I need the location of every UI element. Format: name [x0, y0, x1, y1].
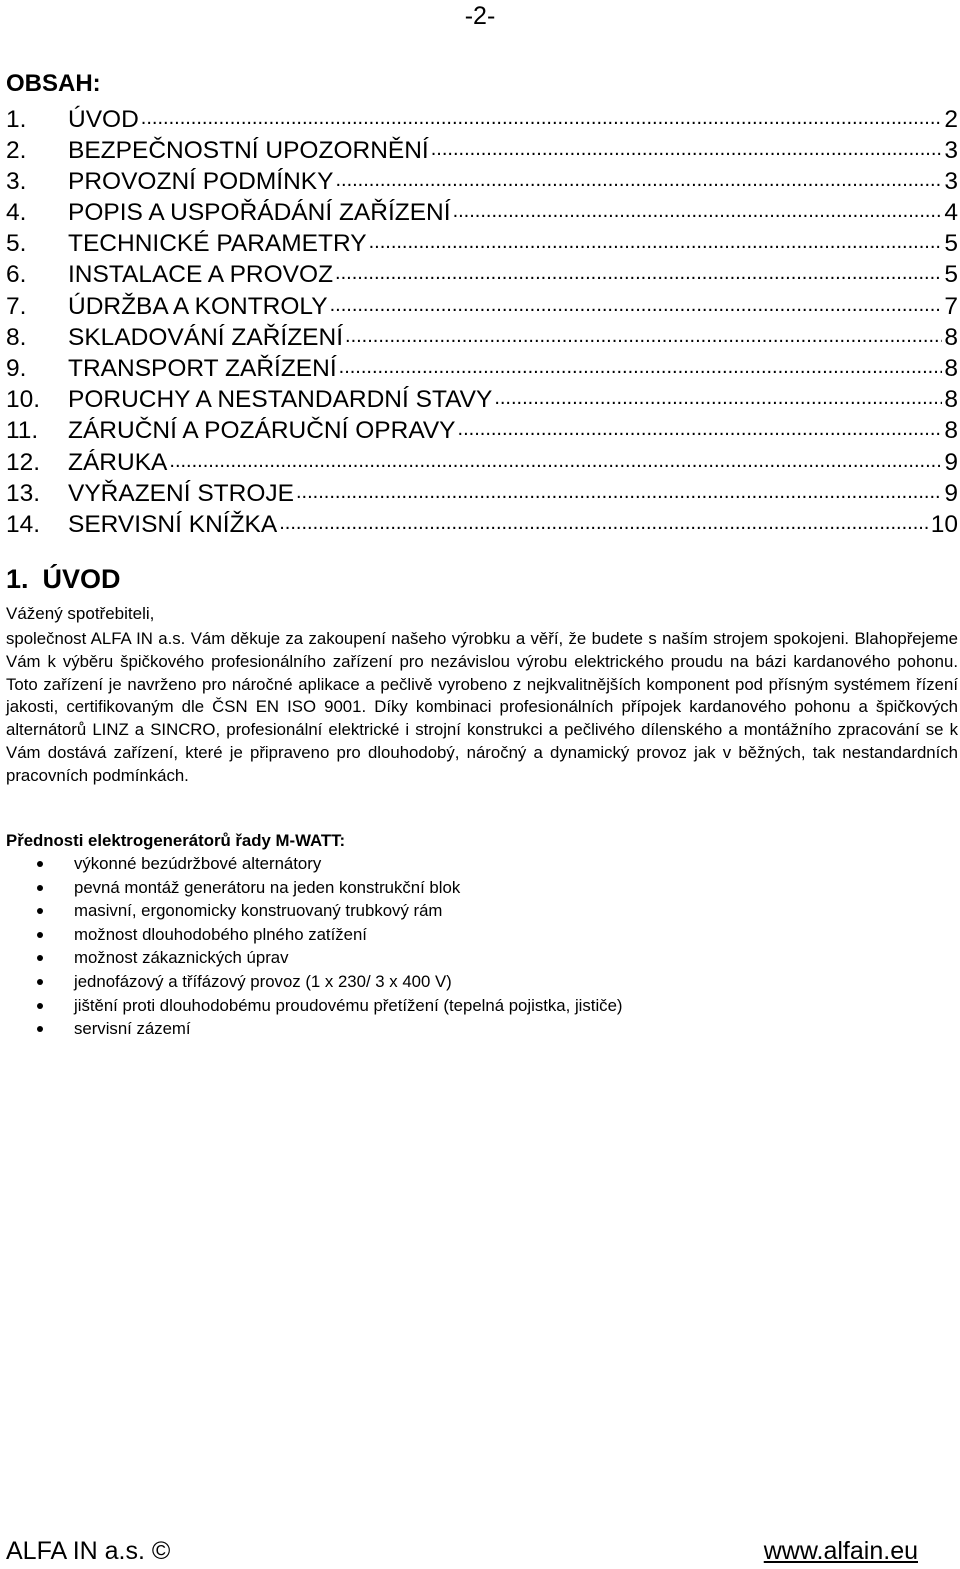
salutation: Vážený spotřebiteli,	[6, 604, 155, 623]
toc-dot-leader	[339, 352, 943, 377]
toc-entry[interactable]	[6, 102, 958, 133]
bullet-icon	[37, 979, 43, 985]
toc-entry-number: 13.	[6, 479, 41, 507]
toc-entry-title: PROVOZNÍ PODMÍNKY	[68, 167, 334, 195]
toc-dot-leader	[345, 320, 942, 345]
list-item	[0, 899, 940, 923]
footer-company: ALFA IN a.s. ©	[6, 1537, 171, 1565]
bullet-icon	[37, 861, 43, 867]
list-item-text: jednofázový a třífázový provoz (1 x 230/ 3 x 400 V)	[74, 971, 452, 991]
toc-entry-page: 4	[944, 199, 958, 227]
toc-dot-leader	[279, 507, 929, 532]
toc-entry-page: 8	[944, 417, 958, 445]
toc-entry-page: 8	[944, 355, 958, 382]
toc-dot-leader	[369, 227, 943, 252]
toc-entry-number: 9.	[6, 355, 27, 382]
list-item-text: jištění proti dlouhodobému proudovému přetížení (tepelná pojistka, jističe)	[74, 995, 623, 1015]
section-number: 1.	[6, 564, 29, 594]
list-item-text: možnost dlouhodobého plného zatížení	[74, 924, 367, 944]
bullet-icon	[37, 1003, 43, 1009]
toc-dot-leader	[330, 289, 943, 314]
toc-entry-title: TECHNICKÉ PARAMETRY	[68, 230, 367, 258]
bullet-icon	[37, 932, 43, 938]
toc-entry[interactable]	[6, 476, 958, 507]
toc-entry-title: SERVISNÍ KNÍŽKA	[68, 510, 278, 538]
toc-dot-leader	[431, 133, 943, 158]
toc-entry-number: 7.	[6, 292, 27, 320]
list-item-text: výkonné bezúdržbové alternátory	[74, 854, 322, 873]
list-item	[0, 994, 940, 1018]
toc-entry-title: TRANSPORT ZAŘÍZENÍ	[68, 355, 337, 382]
list-item	[0, 946, 940, 970]
toc-entry-title: SKLADOVÁNÍ ZAŘÍZENÍ	[68, 323, 344, 351]
toc-entry-title: PORUCHY A NESTANDARDNÍ STAVY	[68, 386, 493, 414]
list-item-text: masivní, ergonomicky konstruovaný trubkový rám	[74, 901, 443, 921]
toc-entry-page: 7	[944, 292, 958, 320]
intro-paragraph: společnost ALFA IN a.s. Vám děkuje za zakoupení našeho výrobku a věří, že budete s naším strojem spokojeni. Blahopřejeme Vám k výběru špičkového profesionálního zařízení pro nezávislou výrobu elektrického proudu na bázi kardanového pohonu. Toto zařízení je navrženo pro náročné aplikace a pečlivě vyrobeno z nejkvalitnějších komponent pod přísným systémem řízení jakosti, certifikovaným dle ČSN EN ISO 9001. Díky kombinaci profesionálních přípojek kardanového pohonu a špičkových alternátorů LINZ a SINCRO, profesionální elektrické i strojní konstrukci a pečlivého dílenského a montážního zpracování se k Vám dostává zařízení, které je připraveno pro dlouhodobý, náročný a dynamický provoz jak v běžných, tak nestandardních pracovních podmínkách.	[6, 629, 958, 785]
toc-entry-title: INSTALACE A PROVOZ	[68, 261, 334, 289]
toc-entry-page: 9	[944, 448, 958, 476]
toc-entry[interactable]	[6, 352, 958, 383]
list-item	[0, 1017, 940, 1041]
toc-entry[interactable]	[6, 445, 958, 476]
toc-dot-leader	[141, 102, 943, 127]
toc-dot-leader	[335, 258, 942, 283]
toc-entry-page: 3	[944, 167, 958, 195]
toc-entry-number: 1.	[6, 105, 27, 133]
toc-dot-leader	[169, 445, 942, 470]
toc-entry-number: 12.	[6, 448, 41, 476]
toc-dot-leader	[453, 196, 943, 221]
toc-entry-number: 4.	[6, 199, 27, 227]
toc-entry-page: 3	[944, 136, 958, 164]
toc-entry-title: POPIS A USPOŘÁDÁNÍ ZAŘÍZENÍ	[68, 199, 451, 227]
list-item-text: pevná montáž generátoru na jeden konstrukční blok	[74, 877, 461, 897]
bullet-icon	[37, 908, 43, 914]
toc-entry-number: 10.	[6, 386, 41, 414]
toc-entry[interactable]	[6, 196, 958, 227]
toc-entry-page: 10	[930, 510, 958, 538]
advantages-list	[0, 852, 940, 1041]
list-item	[0, 923, 940, 947]
toc-entry-page: 8	[944, 386, 958, 414]
toc-entry[interactable]	[6, 507, 958, 538]
footer-website-link[interactable]: www.alfain.eu	[763, 1537, 918, 1565]
section-heading	[6, 564, 135, 595]
list-item-text: servisní zázemí	[74, 1019, 191, 1039]
toc-dot-leader	[296, 476, 942, 501]
list-item-text: možnost zákaznických úprav	[74, 948, 289, 968]
toc-entry-number: 6.	[6, 261, 27, 289]
toc-entry-title: BEZPEČNOSTNÍ UPOZORNĚNÍ	[68, 136, 429, 164]
toc-entry-number: 2.	[6, 136, 27, 164]
toc-entry[interactable]	[6, 258, 958, 289]
toc-entry-number: 8.	[6, 323, 27, 351]
toc-entry-page: 8	[944, 323, 958, 351]
toc-entry[interactable]	[6, 289, 958, 320]
toc-entry-number: 11.	[6, 417, 39, 445]
toc-entry-title: ÚDRŽBA A KONTROLY	[68, 292, 328, 320]
toc-dot-leader	[494, 383, 942, 408]
advantages-heading: Přednosti elektrogenerátorů řady M-WATT:	[6, 831, 346, 850]
bullet-icon	[37, 885, 43, 891]
toc-entry-page: 5	[944, 261, 958, 289]
toc-entry-page: 5	[944, 230, 958, 258]
toc-entry[interactable]	[6, 414, 958, 445]
toc-entry-title: ZÁRUČNÍ A POZÁRUČNÍ OPRAVY	[68, 417, 456, 445]
page-number: -2-	[464, 2, 496, 30]
toc-entry-title: VYŘAZENÍ STROJE	[68, 479, 294, 507]
toc-heading: OBSAH:	[6, 70, 101, 97]
list-item	[0, 852, 940, 876]
list-item	[0, 970, 940, 994]
toc-dot-leader	[458, 414, 943, 439]
toc-entry[interactable]	[6, 133, 958, 164]
toc-entry-page: 9	[944, 479, 958, 507]
section-title: ÚVOD	[42, 564, 121, 594]
toc-entry-page: 2	[944, 105, 958, 133]
toc-entry-title: ZÁRUKA	[68, 448, 168, 476]
toc-entry-number: 14.	[6, 510, 41, 538]
bullet-icon	[37, 955, 43, 961]
toc-dot-leader	[335, 164, 942, 189]
toc-entry[interactable]	[6, 227, 958, 258]
toc-entry-number: 3.	[6, 167, 27, 195]
toc-entry[interactable]	[6, 164, 958, 195]
table-of-contents	[6, 102, 958, 539]
list-item	[0, 876, 940, 900]
bullet-icon	[37, 1026, 43, 1032]
toc-entry-number: 5.	[6, 230, 27, 258]
toc-entry[interactable]	[6, 320, 958, 351]
toc-entry-title: ÚVOD	[68, 105, 139, 133]
toc-entry[interactable]	[6, 383, 958, 414]
